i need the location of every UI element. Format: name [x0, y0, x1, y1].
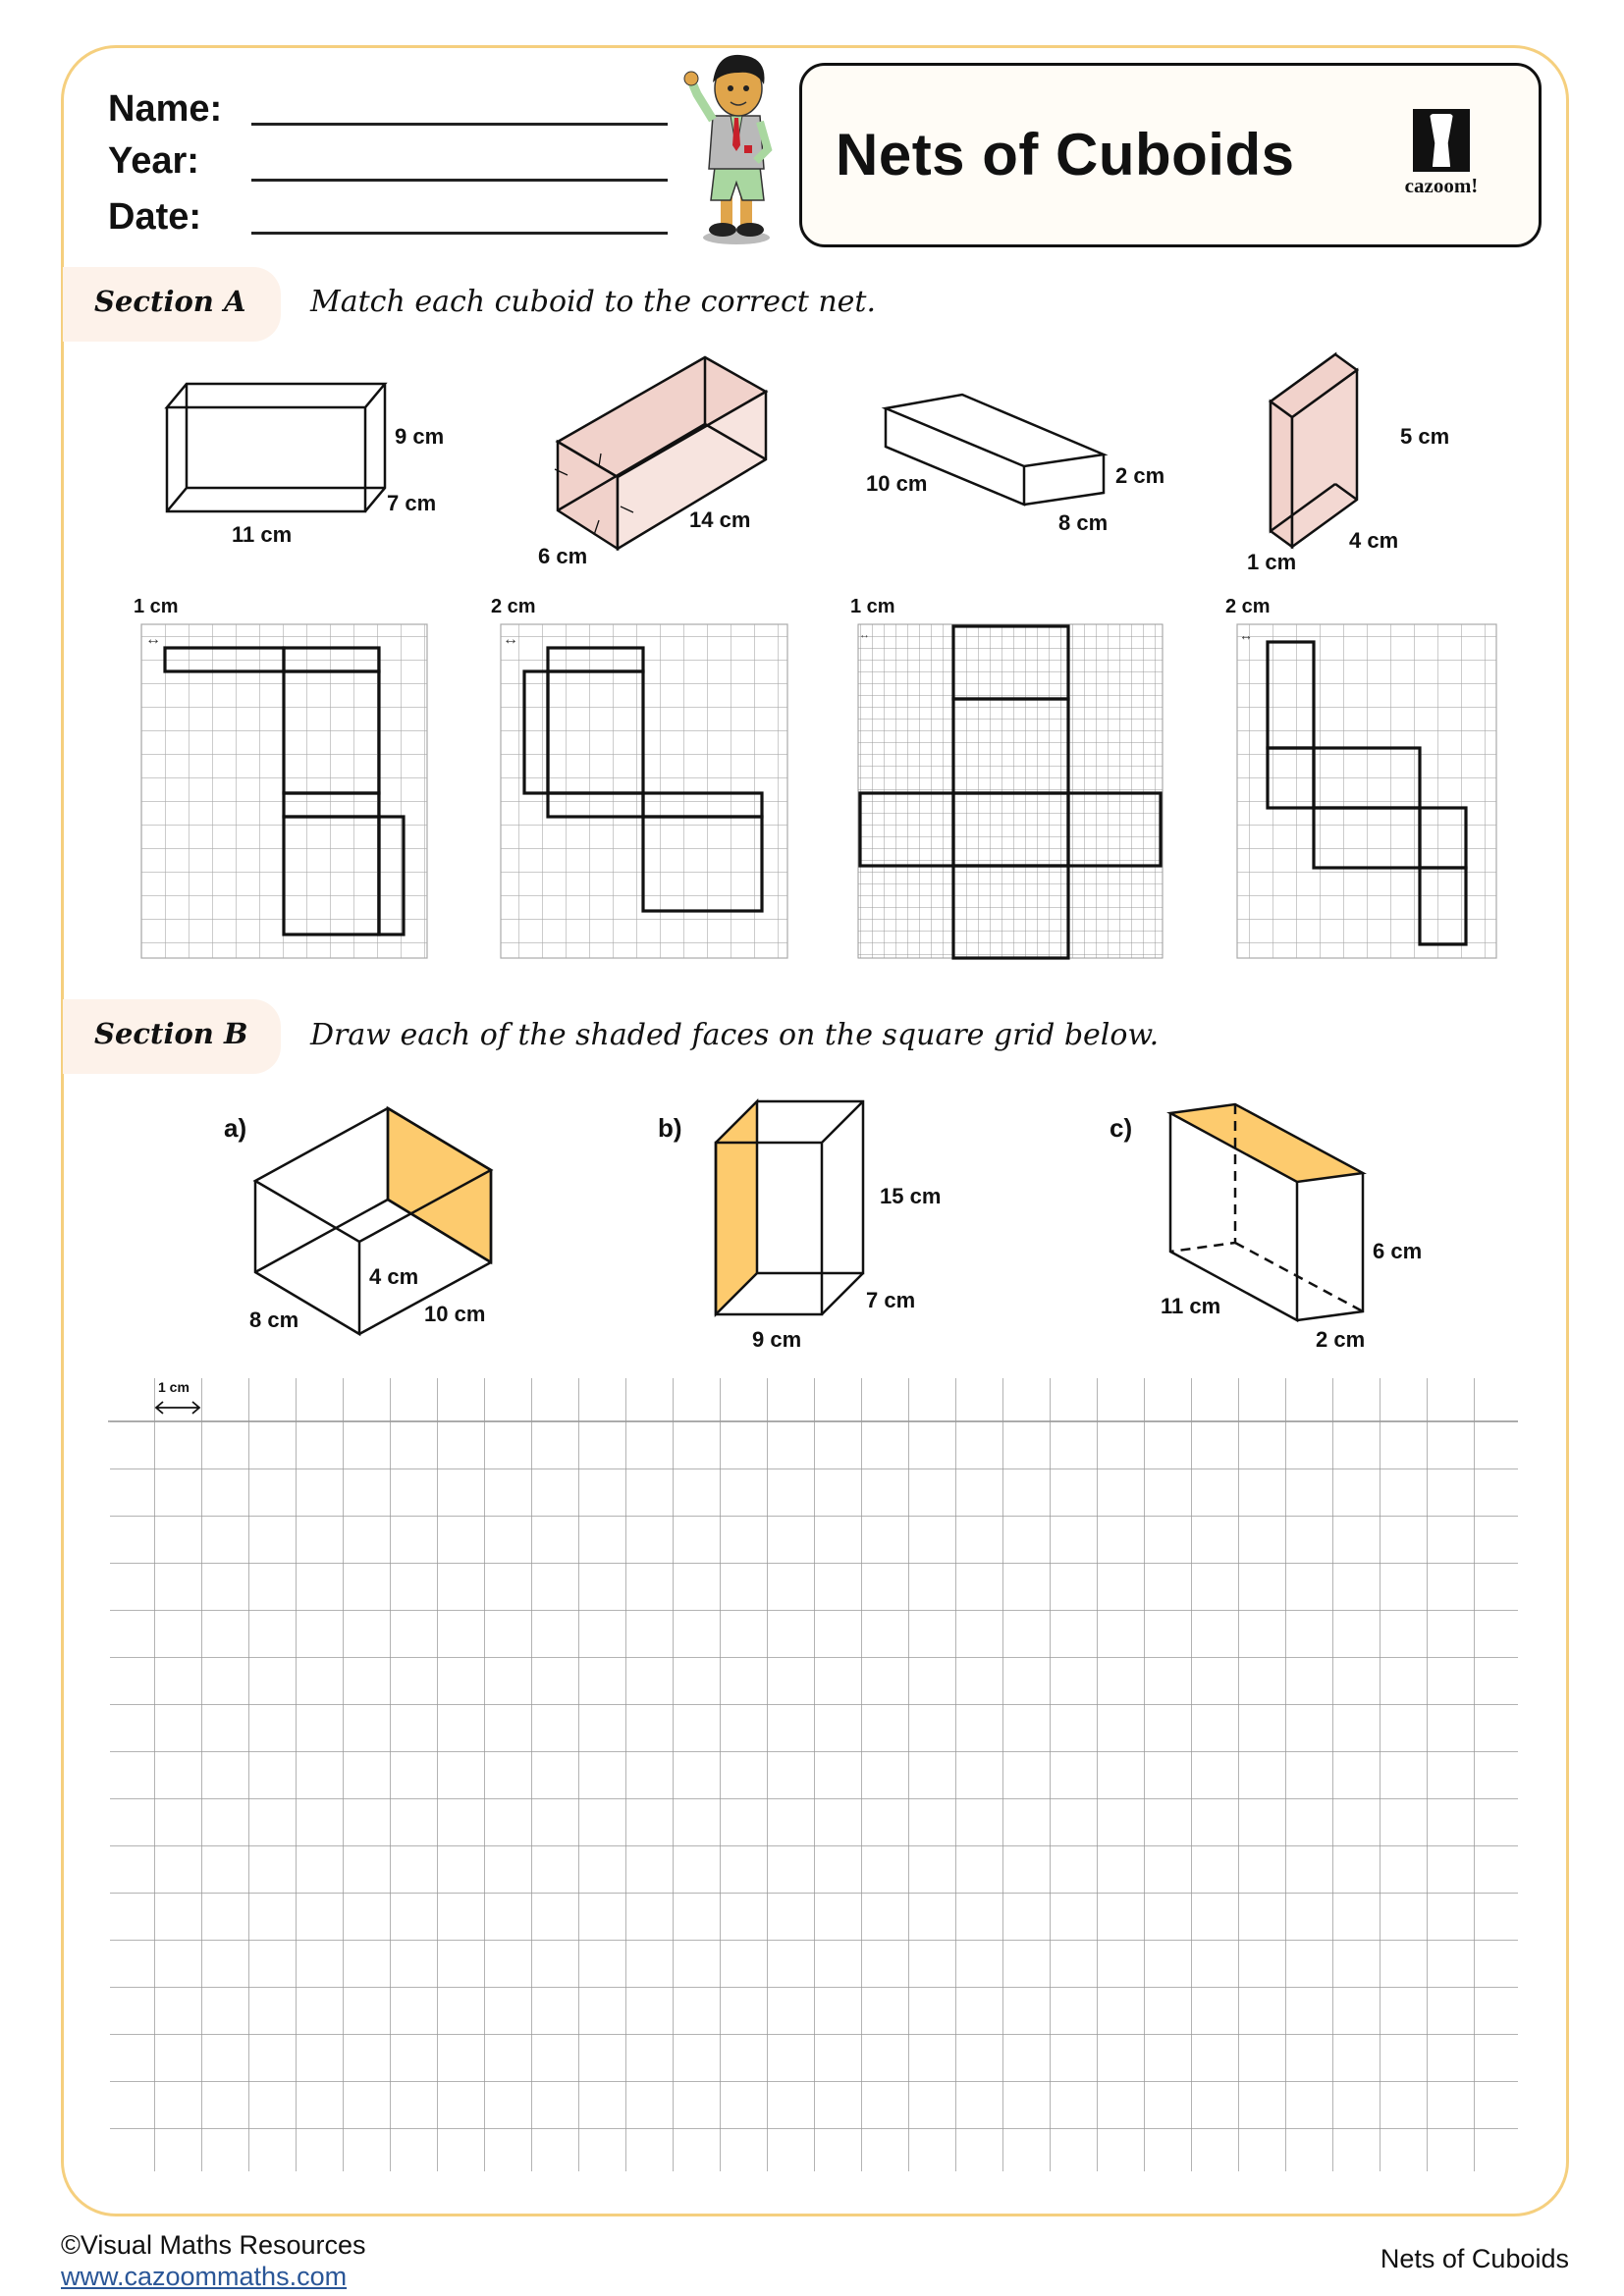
cuboid-4-figure — [1271, 354, 1357, 547]
svg-text:1 cm: 1 cm — [850, 596, 895, 617]
section-a-instruction: Match each cuboid to the correct net. — [310, 285, 877, 319]
svg-text:1 cm: 1 cm — [1247, 550, 1297, 574]
logo-text: cazoom! — [1404, 174, 1479, 197]
svg-text:8 cm: 8 cm — [1058, 510, 1109, 535]
svg-text:c): c) — [1110, 1113, 1133, 1143]
net-3 — [858, 624, 1163, 958]
svg-text:1 cm: 1 cm — [158, 1379, 189, 1395]
svg-text:6 cm: 6 cm — [1373, 1239, 1423, 1263]
svg-text:↔: ↔ — [859, 629, 870, 641]
year-label: Year: — [108, 140, 199, 182]
name-label: Name: — [108, 88, 223, 130]
svg-text:↔: ↔ — [503, 631, 518, 648]
svg-text:2 cm: 2 cm — [491, 596, 536, 617]
svg-text:2 cm: 2 cm — [1115, 463, 1165, 488]
svg-text:4 cm: 4 cm — [1349, 528, 1399, 553]
svg-text:14 cm: 14 cm — [689, 507, 751, 532]
section-a-label: Section A — [94, 285, 246, 318]
svg-text:8 cm: 8 cm — [249, 1308, 299, 1332]
svg-text:6 cm: 6 cm — [538, 544, 588, 568]
answer-grid — [108, 1374, 1518, 2171]
section-b-instruction: Draw each of the shaded faces on the square grid below. — [310, 1018, 1160, 1052]
net-1 — [141, 624, 427, 958]
footer-page-title: Nets of Cuboids — [1380, 2244, 1569, 2273]
svg-text:7 cm: 7 cm — [387, 491, 437, 515]
svg-text:1 cm: 1 cm — [134, 596, 179, 617]
svg-text:10 cm: 10 cm — [866, 471, 928, 496]
svg-text:7 cm: 7 cm — [866, 1288, 916, 1312]
copyright: ©Visual Maths Resources — [61, 2230, 366, 2260]
section-b-pill — [63, 999, 281, 1074]
svg-text:5 cm: 5 cm — [1400, 424, 1450, 449]
svg-text:2 cm: 2 cm — [1316, 1327, 1366, 1352]
website-link[interactable]: www.cazoommaths.com — [61, 2262, 348, 2291]
svg-text:a): a) — [224, 1113, 247, 1143]
svg-text:11 cm: 11 cm — [1161, 1294, 1221, 1318]
net-2 — [501, 624, 787, 958]
page-title: Nets of Cuboids — [836, 122, 1295, 187]
svg-text:↔: ↔ — [1239, 627, 1253, 643]
shape-a-figure — [255, 1108, 491, 1334]
svg-text:15 cm: 15 cm — [880, 1184, 942, 1208]
svg-text:b): b) — [658, 1113, 682, 1143]
section-b-label: Section B — [94, 1017, 248, 1050]
svg-text:9 cm: 9 cm — [395, 424, 445, 449]
svg-text:10 cm: 10 cm — [424, 1302, 486, 1326]
cuboid-1-figure — [167, 384, 385, 511]
svg-text:11 cm: 11 cm — [232, 522, 293, 547]
svg-text:↔: ↔ — [145, 631, 161, 648]
date-label: Date: — [108, 196, 202, 238]
svg-text:4 cm: 4 cm — [369, 1264, 419, 1289]
svg-text:2 cm: 2 cm — [1225, 596, 1271, 617]
shape-b-figure — [716, 1101, 863, 1314]
net-4 — [1237, 624, 1496, 958]
shape-c-figure — [1170, 1104, 1363, 1320]
svg-text:9 cm: 9 cm — [752, 1327, 802, 1352]
